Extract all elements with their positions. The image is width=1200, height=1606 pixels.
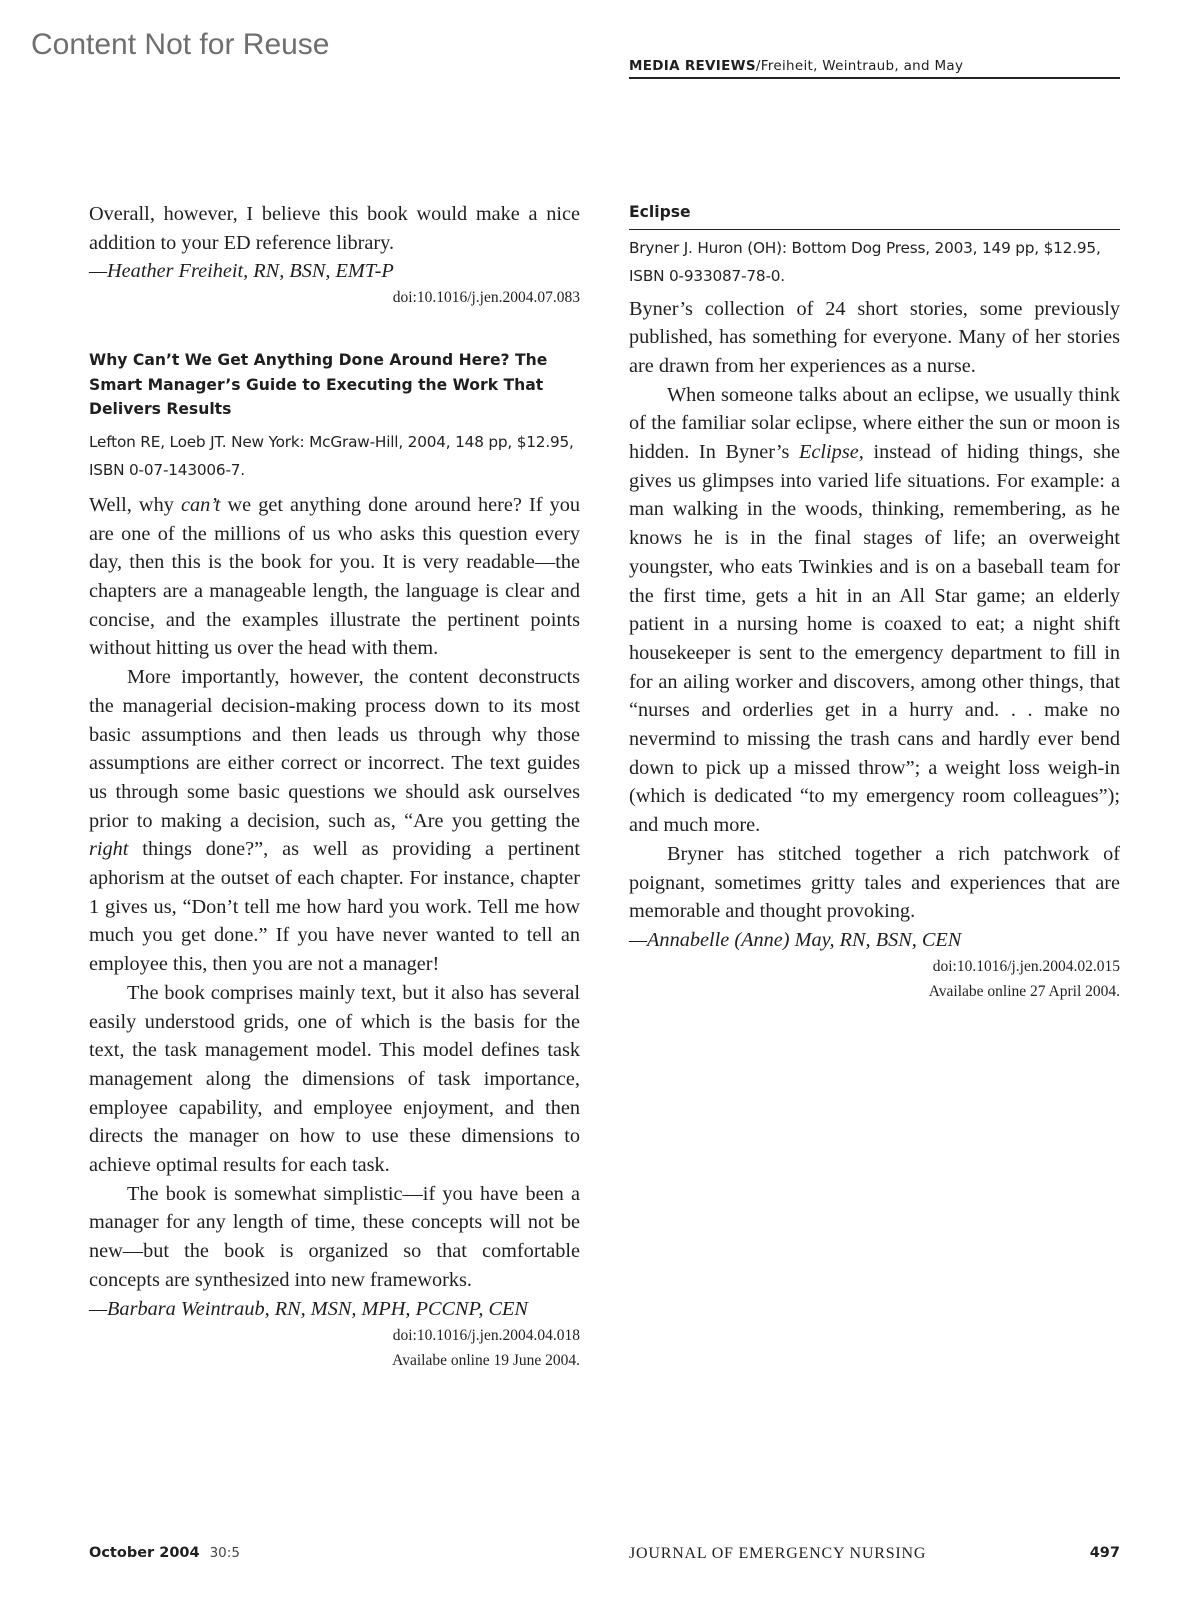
left-column — [89, 200, 580, 1373]
watermark: Content Not for Reuse — [31, 28, 330, 61]
review-online-date: Availabe online 27 April 2004. — [928, 982, 1120, 1000]
running-head-section: MEDIA REVIEWS — [629, 58, 756, 74]
review-paragraph-2: More importantly, however, the content deconstructs the managerial decision-making process down to its most basic assumptions and then leads us through why those assumptions are either correct or incorrect. The text guides us through some basic questions we should ask ourselves prior to making a decision, such as, “Are you getting the right things done?”, as well as providing a pertinent aphorism at the outset of each chapter. For instance, chapter 1 gives us, “Don’t tell me how hard you work. Tell me how much you get done.” If you have never wanted to tell an employee this, then you are not a manager! — [89, 666, 580, 976]
review-signature: —Annabelle (Anne) May, RN, BSN, CEN — [629, 928, 962, 951]
running-head-authors: /Freiheit, Weintraub, and May — [755, 58, 964, 74]
review-paragraph-4: The book is somewhat simplistic—if you have been a manager for any length of time, these concepts will not be new—but the book is organized so that comfortable concepts are synthesized into new frameworks. — [89, 1182, 580, 1291]
review-signature: —Barbara Weintraub, RN, MSN, MPH, PCCNP, CEN — [89, 1297, 528, 1320]
review-paragraph-3: The book comprises mainly text, but it also has several easily understood grids, one of which is the basis for the text, the task management model. This model defines task management along the dimensions of task importance, employee capability, and employee enjoyment, and then directs the manager on how to use these dimensions to achieve optimal results for each task. — [89, 981, 580, 1177]
review-biblio: Bryner J. Huron (OH): Bottom Dog Press, 2003, 149 pp, $12.95, ISBN 0-933087-78-0. — [629, 238, 1101, 285]
previous-review-ending: Overall, however, I believe this book would make a nice addition to your ED reference library. — [89, 203, 580, 254]
footer-volume: 30:5 — [209, 1545, 240, 1561]
review-doi: doi:10.1016/j.jen.2004.04.018 — [392, 1326, 580, 1344]
review-paragraph-3: Bryner has stitched together a rich patchwork of poignant, sometimes gritty tales and experiences that are memorable and thought provoking. — [629, 842, 1120, 923]
review-online-date: Availabe online 19 June 2004. — [392, 1351, 580, 1369]
previous-review-doi: doi:10.1016/j.jen.2004.07.083 — [392, 289, 580, 307]
review-title: Why Can’t We Get Anything Done Around Here? The Smart Manager’s Guide to Executing the Work That Delivers Results — [89, 351, 548, 419]
review-paragraph-1: Byner’s collection of 24 short stories, some previously published, has something for everyone. Many of her stories are drawn from her experiences as a nurse. — [629, 297, 1120, 377]
right-column — [629, 200, 1120, 1004]
review-paragraph-2: When someone talks about an eclipse, we usually think of the familiar solar eclipse, where either the sun or moon is hidden. In Byner’s Eclipse, instead of hiding things, she gives us glimpses into varied life situations. For example: a man walking in the woods, thinking, remembering, as he knows he is in the final stages of life; an overweight youngster, who eats Twinkies and is on a baseball team for the first time, gets a hit in an All Star game; an elderly patient in a nursing home is coaxed to eat; a night shift housekeeper is sent to the emergency department to fill in for an ailing worker and discovers, among other things, that “nurses and orderlies get in a hurry and. . . make no nevermind to missing the trash cans and hardly ever bend down to pick up a missed throw”; a weight loss weigh-in (which is dedicated “to my emergency room colleagues”); and much more. — [629, 383, 1120, 837]
page-number: 497 — [1089, 1545, 1120, 1561]
eclipse-title-block — [629, 200, 1120, 230]
footer-month: October 2004 — [89, 1545, 200, 1561]
review-doi: doi:10.1016/j.jen.2004.02.015 — [932, 957, 1120, 975]
footer-issue — [89, 1545, 240, 1561]
review-biblio: Lefton RE, Loeb JT. New York: McGraw-Hill, 2004, 148 pp, $12.95, ISBN 0-07-143006-7. — [89, 432, 574, 480]
footer-journal: JOURNAL OF EMERGENCY NURSING — [629, 1545, 927, 1562]
running-head — [629, 58, 1120, 79]
review-paragraph-1: Well, why can’t we get anything done around here? If you are one of the millions of us who asks this question every day, then this is the book for you. It is very readable—the chapters are a manageable length, the language is clear and concise, and the examples illustrate the pertinent points without hitting us over the head with them. — [89, 493, 580, 660]
previous-review-signature: —Heather Freiheit, RN, BSN, EMT-P — [89, 260, 394, 283]
review-title: Eclipse — [629, 203, 691, 221]
